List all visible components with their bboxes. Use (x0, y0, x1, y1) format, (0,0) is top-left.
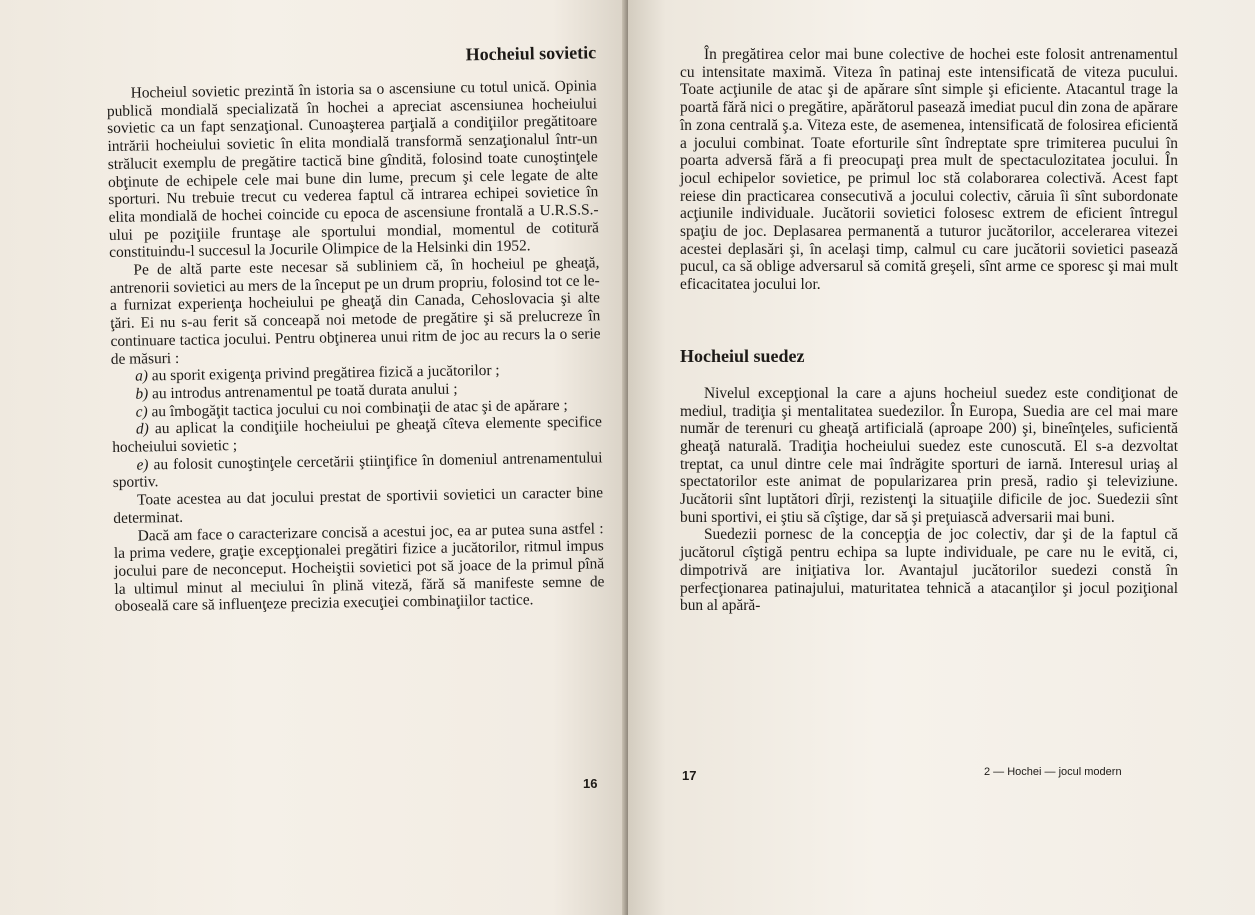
left-text-column (106, 42, 605, 616)
right-body-text-top (680, 46, 1178, 294)
list-marker: c) (135, 403, 148, 421)
list-item-text: au aplicat la condiţiile hocheiului pe gheaţă cîteva elemente specifice hocheiului sovietic ; (112, 413, 603, 457)
page-number-right: 17 (682, 768, 697, 783)
page-number-left: 16 (583, 776, 598, 791)
list-marker: d) (135, 420, 149, 438)
list-item-text: au sporit exigenţa privind pregătirea fizică a jucătorilor ; (151, 362, 500, 385)
section-heading-swedish: Hocheiul suedez (680, 345, 805, 366)
paragraph: În pregătirea celor mai bune colective de hochei este folosit antrenamentul cu intensitate maximă. Viteza în patinaj este intensificată de viteza pucului. Toate acţiunile de atac şi de apărare sînt simple şi eficiente. Atacantul trage la poartă fără nici o pregătire, apărătorul pasează imediat pucul din zona de apărare în zona centrală ş.a. Viteza este, de asemenea, intensificată de folosirea eficientă a jocului combinat. Toate eforturile sînt îndreptate spre trimiterea pucului în poarta adversă fără a fi preocupaţi prea mult de spectaculozitatea jocului. În jocul echipelor sovietice, pe primul loc stă colaborarea colectivă. Acest fapt reiese din practicarea consecutivă a jocului colectiv, căruia îi sînt subordonate acţiunile individuale. Jucătorii sovietici folosesc extrem de eficient întregul spaţiu de joc. Deplasarea permanentă a tuturor jucătorilor, accelerarea vitezei acestei deplasări şi, în acelaşi timp, calmul cu care jucătorii sovietici pasează pucul, ca să oblige adversarul să comită greşeli, sînt arme ce sporesc şi mai mult eficacitatea jocului lor. (680, 46, 1178, 294)
list-item-text: au îmbogăţit tactica jocului cu noi combinaţii de atac şi de apărare ; (151, 396, 568, 420)
left-body-text (107, 77, 605, 616)
list-marker: b) (135, 385, 149, 403)
list-marker: e) (136, 456, 149, 474)
paragraph: Dacă am face o caracterizare concisă a acestui joc, ea ar putea suna astfel : la prima vedere, graţie excepţionalei pregătiri fizice a jucătorilor, ritmul impus jocului pare de neconceput. Hocheiştii sovietici pot să joace de la primul pînă la ultimul minut al meciului în plină viteză, fără să manifeste semne de oboseală care să influenţeze precizia execuţiei combinaţiilor tactice. (113, 519, 605, 616)
right-page (628, 0, 1255, 915)
section-heading-soviet: Hocheiul sovietic (465, 42, 597, 65)
paragraph: Suedezii pornesc de la concepţia de joc colectiv, dar şi de la faptul că jucătorul cîştigă pentru echipa sa lupte individuale, pe care nu le evită, ci, dimpotrivă are iniţiativa lor. Avantajul jucătorilor suedezi constă în perfecţionarea patinajului, maturitatea tehnică a atacanţilor şi jocul poziţional bun al apără- (680, 526, 1178, 615)
paragraph: Pe de altă parte este necesar să subliniem că, în hocheiul pe gheaţă, antrenorii sovietici au mers de la început pe un drum propriu, folosind tot ce le-a furnizat experienţa hocheiului pe gheaţă din Canada, Cehoslovacia şi alte ţări. Ei nu s-au ferit să conceapă noi metode de pregătire şi să prelucreze în continuare tactica jocului. Pentru obţinerea unui ritm de joc au recurs la o serie de măsuri : (109, 254, 601, 368)
paragraph: Nivelul excepţional la care a ajuns hocheiul suedez este condiţionat de mediul, tradiţia şi mentalitatea suedezilor. În Europa, Suedia are cel mai mare număr de terenuri cu gheaţă artificială (aproape 200) şi, bineînţeles, suficientă gheaţă naturală. Tradiţia hocheiului suedez este cunoscută. El s-a dezvoltat treptat, ca unul dintre cele mai îndrăgite sporturi de iarnă. Interesul uriaş al spectatorilor este animat de popularizarea prin presă, radio şi televiziune. Jucătorii sînt luptători dîrji, rezistenţi la situaţiile dificile de joc. Suedezii sînt buni sportivi, ei ştiu să cîştige, dar să şi preţuiască adversarii mai buni. (680, 384, 1178, 526)
right-body-text-bottom (680, 385, 1178, 615)
paragraph: Hocheiul sovietic prezintă în istoria sa o ascensiune cu totul unică. Opinia publică mondială specializată în hochei a apreciat ascensiunea hocheiului sovietic ca un fapt senzaţional. Cunoaşterea parţială a condiţiilor pregătitoare intrării hocheiului sovietic în elita mondială transformă senzaţionalul într-un strălucit exemplu de pregătire tactică bine gîndită, folosind toate cunoştinţele obţinute de echipele cele mai bune din lume, precum şi cele legate de alte sporturi. Nu trebuie trecut cu vederea faptul că intrarea echipei sovietice în elita mondială de hochei coincide cu epoca de ascensiune frontală a U.R.S.S.-ului pe poziţiile fruntaşe ale sportului mondial, momentul de cotitură constituindu-l succesul la Jocurile Olimpice de la Helsinki din 1952. (106, 77, 599, 262)
signature-note: 2 — Hochei — jocul modern (984, 766, 1122, 778)
list-item-text: au introdus antrenamentul pe toată durata anului ; (151, 380, 458, 403)
paragraph: Toate acestea au dat jocului prestat de sportivii sovietici un caracter bine determinat. (113, 484, 604, 527)
list-item-text: au folosit cunoştinţele cercetării ştiinţifice în domeniul antrenamentului sportiv. (112, 449, 603, 492)
right-text-column (680, 46, 1178, 615)
list-marker: a) (134, 367, 149, 385)
